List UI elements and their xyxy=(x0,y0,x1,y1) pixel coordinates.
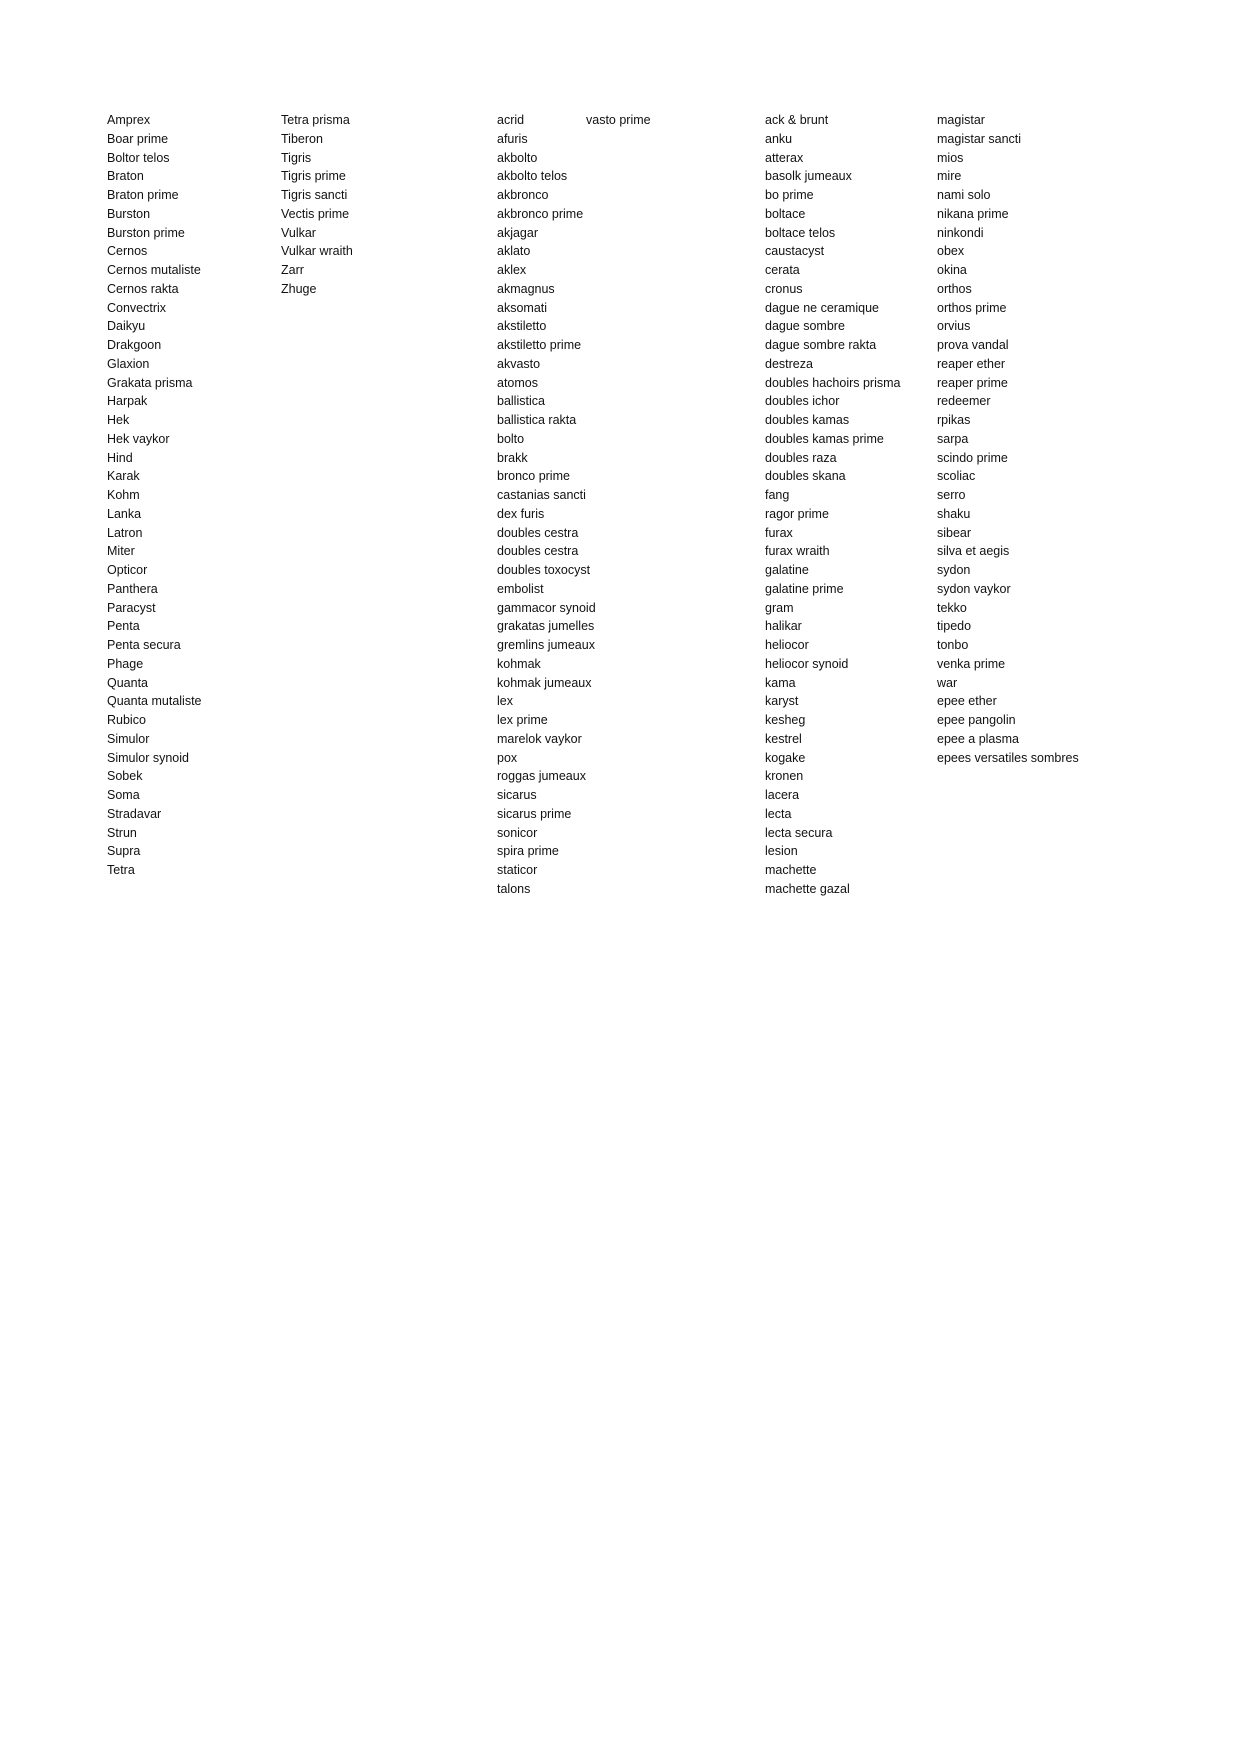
cell-entry: Opticor xyxy=(107,563,148,577)
column-melee-weapons-a xyxy=(765,111,901,899)
cell-entry: boltace xyxy=(765,206,806,221)
cell-entry: lecta xyxy=(765,806,792,821)
cell-entry: doubles ichor xyxy=(765,394,840,409)
cell-entry: Miter xyxy=(107,544,135,559)
cell-entry: mios xyxy=(937,150,964,165)
cell-entry: castanias sancti xyxy=(497,488,586,502)
cell-entry: furax xyxy=(765,525,793,540)
cell-entry: bronco prime xyxy=(497,469,570,484)
cell-entry: lesion xyxy=(765,844,798,859)
cell-entry: dex furis xyxy=(497,506,545,521)
cell-entry: Latron xyxy=(107,525,143,540)
cell-entry: doubles cestra xyxy=(497,544,579,559)
cell-entry: Cernos rakta xyxy=(107,281,179,296)
cell-entry: Tetra xyxy=(107,863,135,877)
cell-entry: machette gazal xyxy=(765,881,850,896)
cell-entry: Soma xyxy=(107,788,140,802)
cell-entry: marelok vaykor xyxy=(497,731,582,746)
cell-entry: kogake xyxy=(765,750,806,765)
cell-entry: epee ether xyxy=(937,694,997,709)
cell-entry: doubles hachoirs prisma xyxy=(765,375,901,390)
cell-entry: roggas jumeaux xyxy=(497,769,586,784)
cell-entry: Tetra prisma xyxy=(281,113,350,127)
column-secondary-weapons xyxy=(497,111,596,899)
cell-entry: doubles skana xyxy=(765,469,846,484)
cell-entry: Lanka xyxy=(107,506,142,521)
cell-entry: embolist xyxy=(497,581,544,596)
cell-entry: brakk xyxy=(497,450,528,465)
cell-entry: aklex xyxy=(497,263,527,277)
cell-entry: kohmak jumeaux xyxy=(497,675,592,690)
cell-entry: magistar sancti xyxy=(937,131,1022,146)
cell-entry: rpikas xyxy=(937,413,971,427)
column-primary-weapons-a xyxy=(107,111,202,880)
cell-entry: doubles cestra xyxy=(497,525,579,540)
cell-entry: serro xyxy=(937,488,966,502)
cell-entry: akmagnus xyxy=(497,281,555,296)
cell-entry: Daikyu xyxy=(107,319,146,334)
cell-entry: Burston prime xyxy=(107,225,185,240)
cell-entry: kohmak xyxy=(497,656,541,671)
cell-entry: talons xyxy=(497,881,531,896)
cell-entry: lacera xyxy=(765,788,800,802)
cell-entry: lex xyxy=(497,694,513,709)
cell-entry: Stradavar xyxy=(107,806,162,821)
cell-entry: doubles kamas prime xyxy=(765,431,884,446)
cell-entry: Vectis prime xyxy=(281,206,350,221)
cell-entry: orvius xyxy=(937,319,971,334)
cell-entry: Quanta mutaliste xyxy=(107,694,202,709)
cell-entry: bolto xyxy=(497,431,525,446)
cell-entry: Hind xyxy=(107,450,133,465)
cell-entry: furax wraith xyxy=(765,544,830,559)
cell-entry: aksomati xyxy=(497,300,548,315)
cell-entry: Convectrix xyxy=(107,300,167,315)
cell-entry: machette xyxy=(765,863,817,877)
cell-entry: caustacyst xyxy=(765,244,825,259)
cell-entry: Hek xyxy=(107,413,130,427)
cell-entry: boltace telos xyxy=(765,225,836,240)
cell-entry: reaper prime xyxy=(937,375,1008,390)
cell-entry: akbronco xyxy=(497,188,549,202)
cell-entry: Braton prime xyxy=(107,188,179,202)
cell-entry: tekko xyxy=(937,600,967,615)
cell-entry: akbolto xyxy=(497,150,538,165)
cell-entry: Braton xyxy=(107,169,144,184)
cell-entry: sibear xyxy=(937,525,972,540)
cell-entry: destreza xyxy=(765,356,813,371)
cell-entry: Tigris xyxy=(281,150,312,165)
cell-entry: Simulor synoid xyxy=(107,750,189,765)
cell-entry: anku xyxy=(765,131,793,146)
cell-entry: sicarus prime xyxy=(497,806,572,821)
cell-entry: kesheg xyxy=(765,713,806,727)
cell-entry: galatine prime xyxy=(765,581,844,596)
cell-entry: dague ne ceramique xyxy=(765,300,879,315)
cell-entry: staticor xyxy=(497,863,538,877)
cell-entry: Cernos mutaliste xyxy=(107,263,201,277)
cell-entry: bo prime xyxy=(765,188,814,202)
cell-entry: tonbo xyxy=(937,638,969,652)
column-primary-weapons-b xyxy=(281,111,353,299)
cell-entry: fang xyxy=(765,488,790,502)
cell-entry: Penta xyxy=(107,619,140,634)
cell-entry: scindo prime xyxy=(937,450,1008,465)
cell-entry: heliocor xyxy=(765,638,809,652)
cell-entry: Amprex xyxy=(107,113,151,127)
cell-entry: Drakgoon xyxy=(107,338,162,352)
cell-entry: Simulor xyxy=(107,731,150,746)
cell-entry: gammacor synoid xyxy=(497,600,596,615)
cell-entry: afuris xyxy=(497,131,528,146)
cell-entry: Phage xyxy=(107,656,144,671)
cell-entry: Tigris prime xyxy=(281,169,346,184)
cell-entry: heliocor synoid xyxy=(765,656,849,671)
cell-entry: okina xyxy=(937,263,967,277)
cell-entry: prova vandal xyxy=(937,338,1009,352)
column-melee-weapons-b xyxy=(937,111,1085,767)
cell-entry: nami solo xyxy=(937,188,991,202)
cell-entry: epees versatiles sombres xyxy=(937,750,1079,765)
cell-entry: cerata xyxy=(765,263,800,277)
cell-entry: Tiberon xyxy=(281,131,323,146)
cell-entry: Vulkar xyxy=(281,225,316,240)
cell-entry: Supra xyxy=(107,844,141,859)
cell-entry: Boar prime xyxy=(107,131,169,146)
cell-entry: ack & brunt xyxy=(765,113,829,127)
cell-entry: grakatas jumelles xyxy=(497,619,595,634)
cell-entry: Grakata prisma xyxy=(107,375,193,390)
cell-entry: orthos prime xyxy=(937,300,1007,315)
cell-entry: akstiletto xyxy=(497,319,547,334)
cell-entry: Glaxion xyxy=(107,356,150,371)
cell-entry: Kohm xyxy=(107,488,140,502)
cell-entry: Penta secura xyxy=(107,638,181,652)
cell-entry: Rubico xyxy=(107,713,146,727)
extra-cell: vasto prime xyxy=(586,113,651,127)
cell-entry: akbronco prime xyxy=(497,206,584,221)
cell-entry: sarpa xyxy=(937,431,969,446)
cell-entry: doubles toxocyst xyxy=(497,563,591,577)
cell-entry: acrid xyxy=(497,113,525,127)
cell-entry: war xyxy=(937,675,958,690)
cell-entry: orthos xyxy=(937,281,972,296)
cell-entry: obex xyxy=(937,244,965,259)
cell-entry: mire xyxy=(937,169,962,184)
cell-entry: Cernos xyxy=(107,244,148,259)
cell-entry: kestrel xyxy=(765,731,802,746)
cell-entry: scoliac xyxy=(937,469,976,484)
cell-entry: Tigris sancti xyxy=(281,188,348,202)
cell-entry: ninkondi xyxy=(937,225,984,240)
cell-entry: Boltor telos xyxy=(107,150,170,165)
cell-entry: karyst xyxy=(765,694,799,709)
cell-entry: Paracyst xyxy=(107,600,156,615)
cell-entry: shaku xyxy=(937,506,971,521)
cell-entry: Sobek xyxy=(107,769,143,784)
cell-entry: atomos xyxy=(497,375,538,390)
cell-entry: halikar xyxy=(765,619,802,634)
cell-entry: magistar xyxy=(937,113,985,127)
cell-entry: aklato xyxy=(497,244,531,259)
cell-entry: Hek vaykor xyxy=(107,431,170,446)
cell-entry: kama xyxy=(765,675,796,690)
cell-entry: Karak xyxy=(107,469,140,484)
cell-entry: basolk jumeaux xyxy=(765,169,852,184)
cell-entry: spira prime xyxy=(497,844,559,859)
cell-entry: Strun xyxy=(107,825,137,840)
cell-entry: sonicor xyxy=(497,825,538,840)
cell-entry: akjagar xyxy=(497,225,538,240)
cell-entry: akstiletto prime xyxy=(497,338,582,352)
cell-entry: lex prime xyxy=(497,713,548,727)
cell-entry: epee a plasma xyxy=(937,731,1020,746)
cell-entry: dague sombre rakta xyxy=(765,338,877,352)
cell-entry: kronen xyxy=(765,769,804,784)
cell-entry: doubles kamas xyxy=(765,413,850,427)
cell-entry: ballistica rakta xyxy=(497,413,577,427)
cell-entry: gremlins jumeaux xyxy=(497,638,595,652)
cell-entry: ballistica xyxy=(497,394,545,409)
cell-entry: Burston xyxy=(107,206,151,221)
cell-entry: Vulkar wraith xyxy=(281,244,353,259)
cell-entry: Panthera xyxy=(107,581,158,596)
cell-entry: gram xyxy=(765,600,794,615)
cell-entry: Quanta xyxy=(107,675,149,690)
cell-entry: nikana prime xyxy=(937,206,1009,221)
cell-entry: Harpak xyxy=(107,394,148,409)
cell-entry: silva et aegis xyxy=(937,544,1010,559)
cell-entry: sydon xyxy=(937,563,971,577)
cell-entry: akvasto xyxy=(497,356,541,371)
cell-entry: atterax xyxy=(765,150,804,165)
cell-entry: akbolto telos xyxy=(497,169,568,184)
cell-entry: redeemer xyxy=(937,394,991,409)
cell-entry: pox xyxy=(497,750,518,765)
cell-entry: sydon vaykor xyxy=(937,581,1011,596)
cell-entry: Zhuge xyxy=(281,281,317,296)
cell-entry: dague sombre xyxy=(765,319,845,334)
cell-entry: reaper ether xyxy=(937,356,1006,371)
cell-entry: epee pangolin xyxy=(937,713,1016,727)
cell-entry: venka prime xyxy=(937,656,1006,671)
cell-entry: Zarr xyxy=(281,263,304,277)
cell-entry: sicarus xyxy=(497,788,537,802)
cell-entry: doubles raza xyxy=(765,450,837,465)
cell-entry: lecta secura xyxy=(765,825,833,840)
cell-entry: tipedo xyxy=(937,619,972,634)
cell-entry: ragor prime xyxy=(765,506,829,521)
cell-entry: galatine xyxy=(765,563,809,577)
cell-entry: cronus xyxy=(765,281,803,296)
